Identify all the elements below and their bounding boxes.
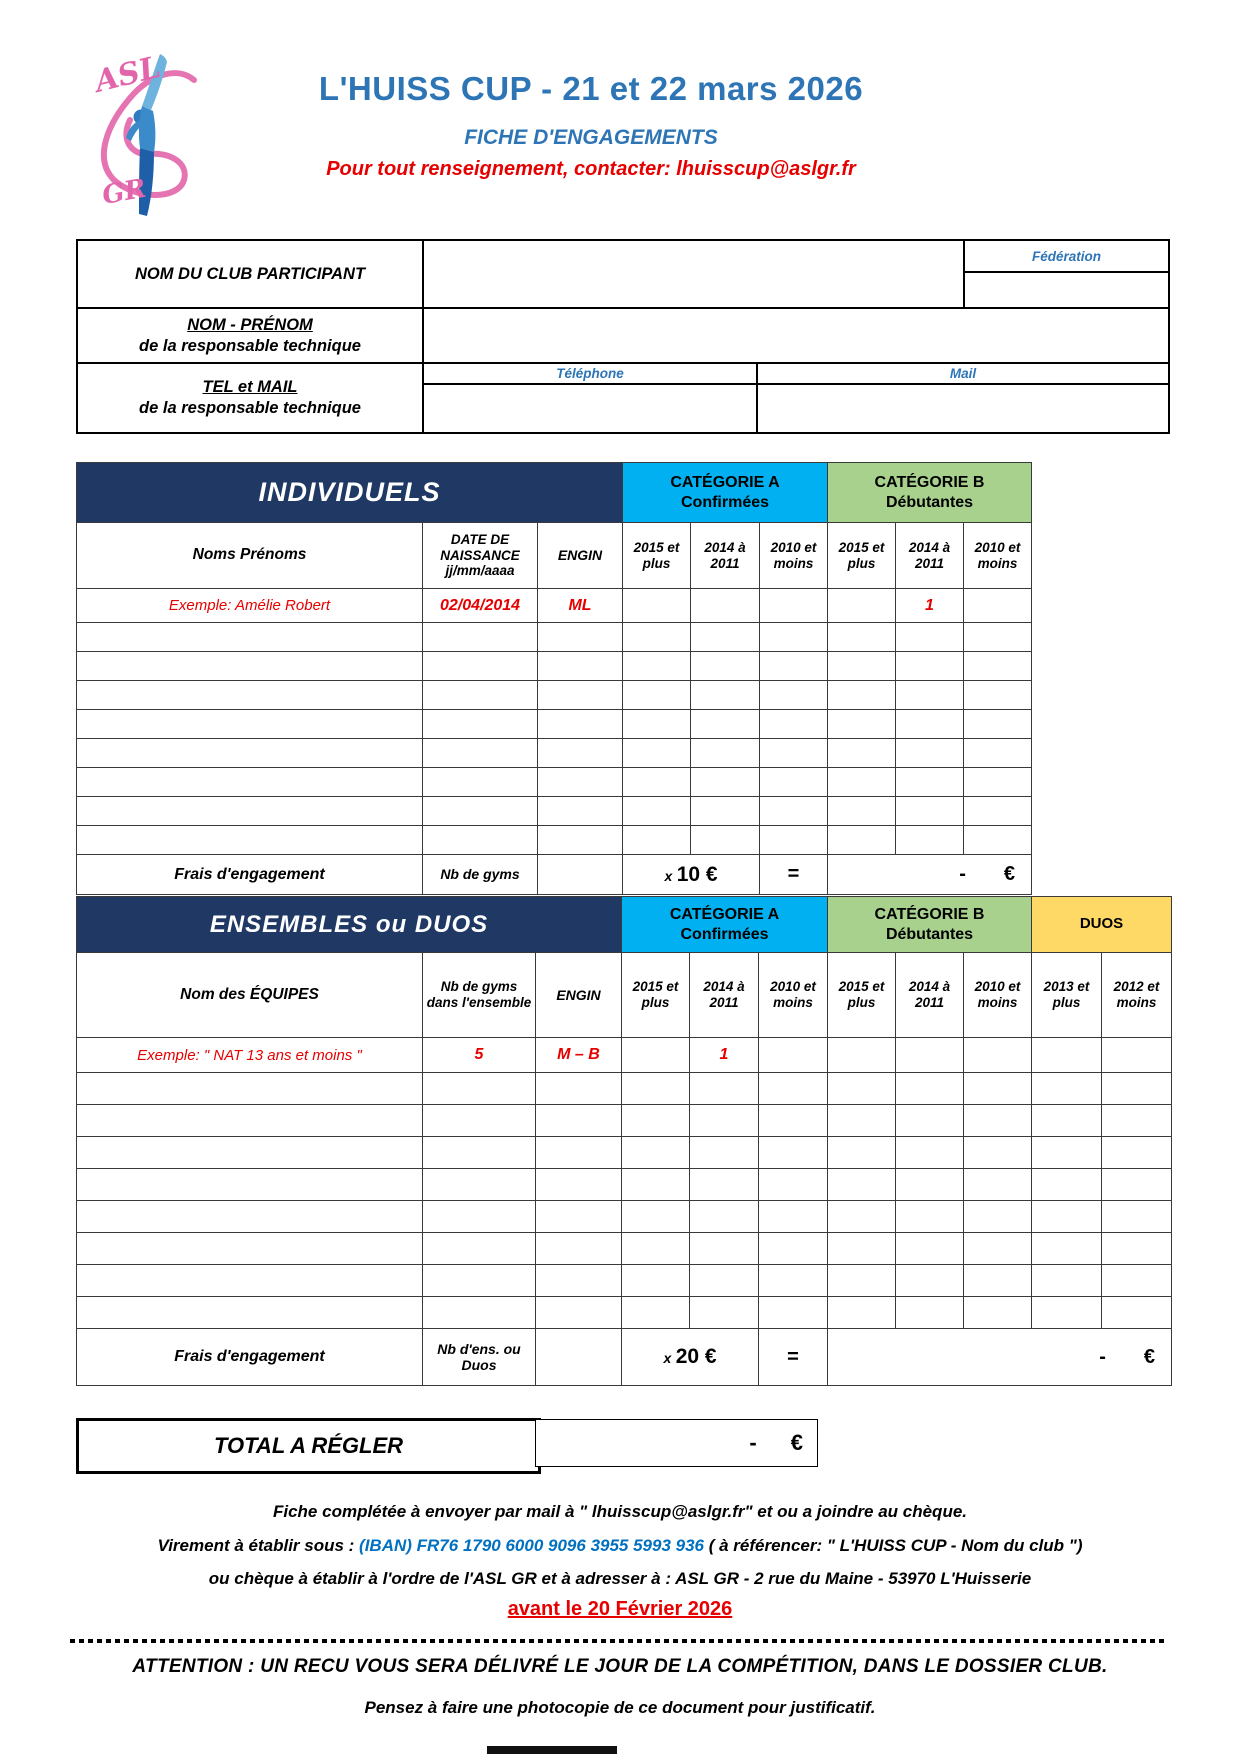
entry-cell[interactable]: [77, 1265, 423, 1297]
club-info-table: [76, 239, 1170, 434]
club-name-label: NOM DU CLUB PARTICIPANT: [77, 240, 423, 308]
entry-cell[interactable]: [690, 1105, 759, 1137]
entry-cell[interactable]: [536, 1169, 622, 1201]
example-count-cell: [964, 1038, 1032, 1073]
example-count-cell: [896, 1038, 964, 1073]
entry-cell[interactable]: [623, 739, 691, 768]
col-header-age: 2014 à 2011: [896, 523, 964, 589]
entry-cell[interactable]: [964, 623, 1032, 652]
ensembles-nb-input-cell[interactable]: [536, 1329, 622, 1386]
entry-cell[interactable]: [423, 797, 538, 826]
equals-sign: =: [760, 855, 828, 895]
entry-cell[interactable]: [964, 710, 1032, 739]
category-a-line1: CATÉGORIE A: [670, 473, 780, 491]
contact-line: Pour tout renseignement, contacter: lhuisscup@aslgr.fr: [326, 158, 856, 180]
result-euro: €: [1143, 1345, 1155, 1368]
entry-cell[interactable]: [538, 826, 623, 855]
entry-cell[interactable]: [828, 681, 896, 710]
entry-cell[interactable]: [759, 1073, 828, 1105]
footer-line-virement: [20, 1536, 1220, 1556]
ensembles-section-title: ENSEMBLES ou DUOS: [77, 897, 622, 953]
entry-cell[interactable]: [423, 1297, 536, 1329]
entry-cell[interactable]: [828, 652, 896, 681]
entry-cell[interactable]: [964, 1073, 1032, 1105]
individuals-nb-gyms-label: Nb de gyms: [423, 855, 538, 895]
entry-cell[interactable]: [828, 797, 896, 826]
entry-cell[interactable]: [622, 1297, 690, 1329]
entry-cell[interactable]: [828, 768, 896, 797]
individuals-section-title: INDIVIDUELS: [77, 463, 623, 523]
entry-cell[interactable]: [896, 797, 964, 826]
entry-cell[interactable]: [759, 1105, 828, 1137]
individuals-table: [76, 462, 1032, 895]
entry-cell[interactable]: [622, 1105, 690, 1137]
entry-cell[interactable]: [538, 623, 623, 652]
entry-cell[interactable]: [828, 710, 896, 739]
result-dash: -: [959, 863, 966, 885]
entry-cell[interactable]: [964, 681, 1032, 710]
footer-line-cheque: ou chèque à établir à l'ordre de l'ASL GR et à adresser à : ASL GR - 2 rue du Maine - 53970 L'Huisserie: [208, 1569, 1032, 1588]
col-header-age: 2015 et plus: [828, 953, 896, 1038]
entry-cell[interactable]: [77, 1297, 423, 1329]
example-count-cell: 1: [896, 589, 964, 623]
example-team-name: Exemple: " NAT 13 ans et moins ": [77, 1038, 423, 1073]
empty-entry-row: [77, 768, 1032, 797]
telmail-label-line2: de la responsable technique: [139, 399, 361, 417]
entry-cell[interactable]: [828, 623, 896, 652]
entry-cell[interactable]: [828, 1073, 896, 1105]
entry-cell[interactable]: [623, 710, 691, 739]
total-euro: €: [790, 1430, 803, 1455]
entry-cell[interactable]: [77, 797, 423, 826]
example-count-cell: [1102, 1038, 1172, 1073]
entry-cell[interactable]: [964, 652, 1032, 681]
entry-cell[interactable]: [622, 1265, 690, 1297]
entry-cell[interactable]: [77, 1137, 423, 1169]
entry-cell[interactable]: [538, 652, 623, 681]
col-header-nom-equipes: Nom des ÉQUIPES: [77, 953, 423, 1038]
entry-cell[interactable]: [964, 826, 1032, 855]
entry-cell[interactable]: [691, 768, 760, 797]
individuals-category-b-header: [828, 463, 1032, 523]
example-count-cell: [964, 589, 1032, 623]
entry-cell[interactable]: [622, 1201, 690, 1233]
entry-cell[interactable]: [896, 826, 964, 855]
entry-cell[interactable]: [691, 681, 760, 710]
entry-cell[interactable]: [538, 681, 623, 710]
entry-cell[interactable]: [690, 1073, 759, 1105]
entry-cell[interactable]: [690, 1297, 759, 1329]
telmail-label: [77, 363, 423, 433]
entry-cell[interactable]: [964, 1201, 1032, 1233]
entry-cell[interactable]: [964, 739, 1032, 768]
entry-cell[interactable]: [964, 1265, 1032, 1297]
entry-cell[interactable]: [828, 1169, 896, 1201]
empty-entry-row: [77, 1233, 1172, 1265]
entry-cell[interactable]: [622, 1169, 690, 1201]
col-header-age: 2015 et plus: [828, 523, 896, 589]
col-header-date-naissance: DATE DE NAISSANCE jj/mm/aaaa: [423, 523, 538, 589]
entry-cell[interactable]: [759, 1297, 828, 1329]
entry-cell[interactable]: [1032, 1105, 1102, 1137]
entry-cell[interactable]: [623, 768, 691, 797]
entry-cell[interactable]: [1032, 1233, 1102, 1265]
entry-cell[interactable]: [759, 1201, 828, 1233]
entry-cell[interactable]: [828, 1297, 896, 1329]
ensembles-category-a-header: [622, 897, 828, 953]
times-sign: x: [663, 1350, 672, 1366]
federation-label: Fédération: [964, 240, 1169, 272]
logo-text-gr: GR: [100, 173, 149, 211]
entry-cell[interactable]: [896, 681, 964, 710]
ensembles-category-b-header: [828, 897, 1032, 953]
entry-cell[interactable]: [538, 768, 623, 797]
federation-input-cell[interactable]: [964, 272, 1169, 308]
entry-cell[interactable]: [760, 768, 828, 797]
entry-cell[interactable]: [77, 652, 423, 681]
ensembles-table: [76, 896, 1172, 1386]
col-header-age: 2013 et plus: [1032, 953, 1102, 1038]
entry-cell[interactable]: [896, 1233, 964, 1265]
duos-label: DUOS: [1079, 915, 1124, 933]
individuals-category-a-header: [623, 463, 828, 523]
entry-cell[interactable]: [964, 1137, 1032, 1169]
entry-cell[interactable]: [1102, 1105, 1172, 1137]
entry-cell[interactable]: [623, 623, 691, 652]
entry-cell[interactable]: [1032, 1297, 1102, 1329]
deadline-text: avant le 20 Février 2026: [507, 1598, 733, 1620]
col-header-age: 2012 et moins: [1102, 953, 1172, 1038]
entry-cell[interactable]: [896, 1137, 964, 1169]
category-a-line1: CATÉGORIE A: [669, 905, 780, 923]
ensembles-fees-result: [828, 1329, 1172, 1386]
entry-cell[interactable]: [760, 652, 828, 681]
entry-cell[interactable]: [896, 710, 964, 739]
empty-entry-row: [77, 1201, 1172, 1233]
col-header-engin: ENGIN: [538, 523, 623, 589]
empty-entry-row: [77, 739, 1032, 768]
entry-cell[interactable]: [423, 1265, 536, 1297]
individuals-entry-rows: [77, 623, 1032, 855]
entry-cell[interactable]: [1032, 1169, 1102, 1201]
equals-sign: =: [759, 1329, 828, 1386]
entry-cell[interactable]: [423, 1073, 536, 1105]
entry-cell[interactable]: [896, 1297, 964, 1329]
footer-line-mail: Fiche complétée à envoyer par mail à " lhuisscup@aslgr.fr" et ou a joindre au chèque.: [272, 1502, 968, 1521]
total-label: TOTAL A RÉGLER: [213, 1433, 404, 1458]
dashed-separator: [70, 1639, 1168, 1643]
entry-cell[interactable]: [536, 1137, 622, 1169]
individuals-nb-gyms-input-cell[interactable]: [538, 855, 623, 895]
club-name-input-cell[interactable]: [423, 240, 964, 308]
entry-cell[interactable]: [896, 1073, 964, 1105]
entry-cell[interactable]: [536, 1073, 622, 1105]
example-count-cell: [759, 1038, 828, 1073]
entry-cell[interactable]: [896, 1169, 964, 1201]
example-engin: M – B: [536, 1038, 622, 1073]
entry-cell[interactable]: [690, 1169, 759, 1201]
entry-cell[interactable]: [623, 826, 691, 855]
category-b-line1: CATÉGORIE B: [874, 905, 985, 923]
col-header-age: 2015 et plus: [622, 953, 690, 1038]
category-b-line2: Débutantes: [885, 493, 974, 511]
entry-cell[interactable]: [896, 1105, 964, 1137]
entry-cell[interactable]: [77, 739, 423, 768]
entry-cell[interactable]: [536, 1105, 622, 1137]
ensembles-nb-label: Nb d'ens. ou Duos: [423, 1329, 536, 1386]
entry-cell[interactable]: [77, 768, 423, 797]
entry-cell[interactable]: [1102, 1073, 1172, 1105]
entry-cell[interactable]: [691, 623, 760, 652]
entry-cell[interactable]: [622, 1137, 690, 1169]
phone-input-cell[interactable]: [423, 384, 757, 433]
logo-text-asl: ASL: [91, 49, 165, 100]
category-a-line2: Confirmées: [680, 925, 769, 943]
entry-cell[interactable]: [760, 826, 828, 855]
entry-cell[interactable]: [623, 797, 691, 826]
entry-cell[interactable]: [536, 1233, 622, 1265]
entry-cell[interactable]: [828, 1233, 896, 1265]
entry-cell[interactable]: [423, 681, 538, 710]
example-count-cell: [623, 589, 691, 623]
entry-cell[interactable]: [423, 1105, 536, 1137]
col-header-age: 2010 et moins: [964, 953, 1032, 1038]
entry-cell[interactable]: [77, 1201, 423, 1233]
mail-input-cell[interactable]: [757, 384, 1169, 433]
entry-cell[interactable]: [423, 710, 538, 739]
entry-cell[interactable]: [828, 1201, 896, 1233]
col-header-age: 2015 et plus: [623, 523, 691, 589]
entry-cell[interactable]: [828, 826, 896, 855]
entry-cell[interactable]: [423, 623, 538, 652]
example-count-cell: 1: [690, 1038, 759, 1073]
category-b-line2: Débutantes: [885, 925, 974, 943]
example-count-cell: [691, 589, 760, 623]
responsable-name-input-cell[interactable]: [423, 308, 1169, 363]
times-sign: x: [664, 867, 673, 884]
entry-cell[interactable]: [536, 1265, 622, 1297]
entry-cell[interactable]: [759, 1265, 828, 1297]
fee-amount: 10 €: [676, 862, 718, 886]
bottom-page-marker: [487, 1746, 617, 1754]
entry-cell[interactable]: [896, 652, 964, 681]
entry-cell[interactable]: [423, 1233, 536, 1265]
entry-cell[interactable]: [896, 623, 964, 652]
empty-entry-row: [77, 1105, 1172, 1137]
entry-cell[interactable]: [1102, 1169, 1172, 1201]
entry-cell[interactable]: [1102, 1265, 1172, 1297]
entry-cell[interactable]: [964, 797, 1032, 826]
fee-amount: 20 €: [675, 1345, 717, 1368]
example-nb-gyms: 5: [423, 1038, 536, 1073]
result-dash: -: [1099, 1345, 1106, 1368]
entry-cell[interactable]: [77, 826, 423, 855]
entry-cell[interactable]: [1032, 1201, 1102, 1233]
entry-cell[interactable]: [622, 1233, 690, 1265]
col-header-nb-gyms: Nb de gyms dans l'ensemble: [423, 953, 536, 1038]
entry-cell[interactable]: [690, 1137, 759, 1169]
entry-cell[interactable]: [1102, 1297, 1172, 1329]
entry-cell[interactable]: [760, 681, 828, 710]
entry-cell[interactable]: [691, 739, 760, 768]
entry-cell[interactable]: [1032, 1073, 1102, 1105]
entry-cell[interactable]: [759, 1137, 828, 1169]
example-count-cell: [622, 1038, 690, 1073]
individuals-fees-label: Frais d'engagement: [77, 855, 423, 895]
ensembles-entry-rows: [77, 1073, 1172, 1329]
entry-cell[interactable]: [538, 797, 623, 826]
entry-cell[interactable]: [828, 1105, 896, 1137]
col-header-age: 2014 à 2011: [691, 523, 760, 589]
entry-cell[interactable]: [964, 1233, 1032, 1265]
col-header-age: 2010 et moins: [759, 953, 828, 1038]
category-a-line2: Confirmées: [680, 493, 770, 511]
virement-suffix: ( à référencer: " L'HUISS CUP - Nom du club "): [704, 1536, 1083, 1555]
entry-cell[interactable]: [760, 797, 828, 826]
total-value-cell: [535, 1419, 818, 1467]
col-header-engin: ENGIN: [536, 953, 622, 1038]
attention-line-1: ATTENTION : UN RECU VOUS SERA DÉLIVRÉ LE JOUR DE LA COMPÉTITION, DANS LE DOSSIER CLUB.: [132, 1656, 1108, 1677]
empty-entry-row: [77, 652, 1032, 681]
responsable-name-label-line2: de la responsable technique: [139, 336, 361, 355]
entry-cell[interactable]: [828, 1265, 896, 1297]
empty-entry-row: [77, 1297, 1172, 1329]
entry-cell[interactable]: [536, 1297, 622, 1329]
page-title: L'HUISS CUP - 21 et 22 mars 2026: [318, 70, 864, 107]
entry-cell[interactable]: [77, 710, 423, 739]
example-count-cell: [828, 589, 896, 623]
entry-cell[interactable]: [77, 1233, 423, 1265]
entry-cell[interactable]: [77, 1169, 423, 1201]
responsable-name-label-line1: NOM - PRÉNOM: [187, 315, 313, 334]
empty-entry-row: [77, 1265, 1172, 1297]
result-euro: €: [1003, 863, 1015, 885]
empty-entry-row: [77, 797, 1032, 826]
empty-entry-row: [77, 681, 1032, 710]
entry-cell[interactable]: [536, 1201, 622, 1233]
example-birthdate: 02/04/2014: [423, 589, 538, 623]
col-header-age: 2014 à 2011: [896, 953, 964, 1038]
total-dash: -: [749, 1430, 757, 1455]
mail-label: Mail: [757, 363, 1169, 384]
entry-cell[interactable]: [1032, 1137, 1102, 1169]
col-header-noms-prenoms: Noms Prénoms: [77, 523, 423, 589]
entry-cell[interactable]: [964, 1105, 1032, 1137]
example-count-cell: [828, 1038, 896, 1073]
entry-cell[interactable]: [690, 1265, 759, 1297]
total-label-box: [76, 1418, 541, 1474]
telmail-label-line1: TEL et MAIL: [202, 378, 298, 397]
entry-cell[interactable]: [423, 768, 538, 797]
duos-header: [1032, 897, 1172, 953]
entry-cell[interactable]: [77, 1073, 423, 1105]
empty-entry-row: [77, 1137, 1172, 1169]
entry-cell[interactable]: [1102, 1233, 1172, 1265]
entry-cell[interactable]: [828, 1137, 896, 1169]
entry-cell[interactable]: [423, 1137, 536, 1169]
empty-entry-row: [77, 623, 1032, 652]
entry-cell[interactable]: [690, 1233, 759, 1265]
entry-cell[interactable]: [423, 652, 538, 681]
entry-cell[interactable]: [690, 1201, 759, 1233]
ensembles-fee-multiplier: [622, 1329, 759, 1386]
col-header-age: 2010 et moins: [760, 523, 828, 589]
entry-cell[interactable]: [538, 710, 623, 739]
entry-cell[interactable]: [964, 1169, 1032, 1201]
entry-cell[interactable]: [423, 826, 538, 855]
category-b-line1: CATÉGORIE B: [874, 473, 985, 491]
entry-cell[interactable]: [760, 710, 828, 739]
entry-cell[interactable]: [896, 739, 964, 768]
entry-cell[interactable]: [423, 1201, 536, 1233]
entry-cell[interactable]: [691, 826, 760, 855]
col-header-age: 2014 à 2011: [690, 953, 759, 1038]
entry-cell[interactable]: [896, 768, 964, 797]
entry-cell[interactable]: [77, 681, 423, 710]
empty-entry-row: [77, 826, 1032, 855]
entry-cell[interactable]: [1032, 1265, 1102, 1297]
entry-cell[interactable]: [759, 1169, 828, 1201]
empty-entry-row: [77, 710, 1032, 739]
entry-cell[interactable]: [759, 1233, 828, 1265]
entry-cell[interactable]: [623, 681, 691, 710]
responsable-name-label: [77, 308, 423, 363]
individuals-fee-multiplier: [623, 855, 760, 895]
entry-cell[interactable]: [964, 768, 1032, 797]
phone-label: Téléphone: [423, 363, 757, 384]
empty-entry-row: [77, 1073, 1172, 1105]
entry-cell[interactable]: [896, 1265, 964, 1297]
example-name: Exemple: Amélie Robert: [77, 589, 423, 623]
attention-line-2: Pensez à faire une photocopie de ce document pour justificatif.: [364, 1698, 876, 1717]
entry-cell[interactable]: [1102, 1137, 1172, 1169]
entry-cell[interactable]: [964, 1297, 1032, 1329]
ensembles-fees-label: Frais d'engagement: [77, 1329, 423, 1386]
entry-cell[interactable]: [77, 623, 423, 652]
entry-cell[interactable]: [828, 739, 896, 768]
page-subtitle: FICHE D'ENGAGEMENTS: [464, 126, 718, 149]
example-engin: ML: [538, 589, 623, 623]
entry-cell[interactable]: [423, 1169, 536, 1201]
entry-cell[interactable]: [423, 739, 538, 768]
virement-prefix: Virement à établir sous :: [157, 1536, 360, 1555]
entry-cell[interactable]: [691, 797, 760, 826]
empty-entry-row: [77, 1169, 1172, 1201]
example-count-cell: [760, 589, 828, 623]
entry-cell[interactable]: [623, 652, 691, 681]
entry-cell[interactable]: [622, 1073, 690, 1105]
entry-cell[interactable]: [1102, 1201, 1172, 1233]
entry-cell[interactable]: [691, 652, 760, 681]
iban-number: (IBAN) FR76 1790 6000 9096 3955 5993 936: [359, 1536, 705, 1555]
individuals-fees-result: [828, 855, 1032, 895]
entry-cell[interactable]: [896, 1201, 964, 1233]
entry-cell[interactable]: [538, 739, 623, 768]
entry-cell[interactable]: [760, 739, 828, 768]
entry-cell[interactable]: [691, 710, 760, 739]
entry-cell[interactable]: [760, 623, 828, 652]
example-count-cell: [1032, 1038, 1102, 1073]
col-header-age: 2010 et moins: [964, 523, 1032, 589]
entry-cell[interactable]: [77, 1105, 423, 1137]
